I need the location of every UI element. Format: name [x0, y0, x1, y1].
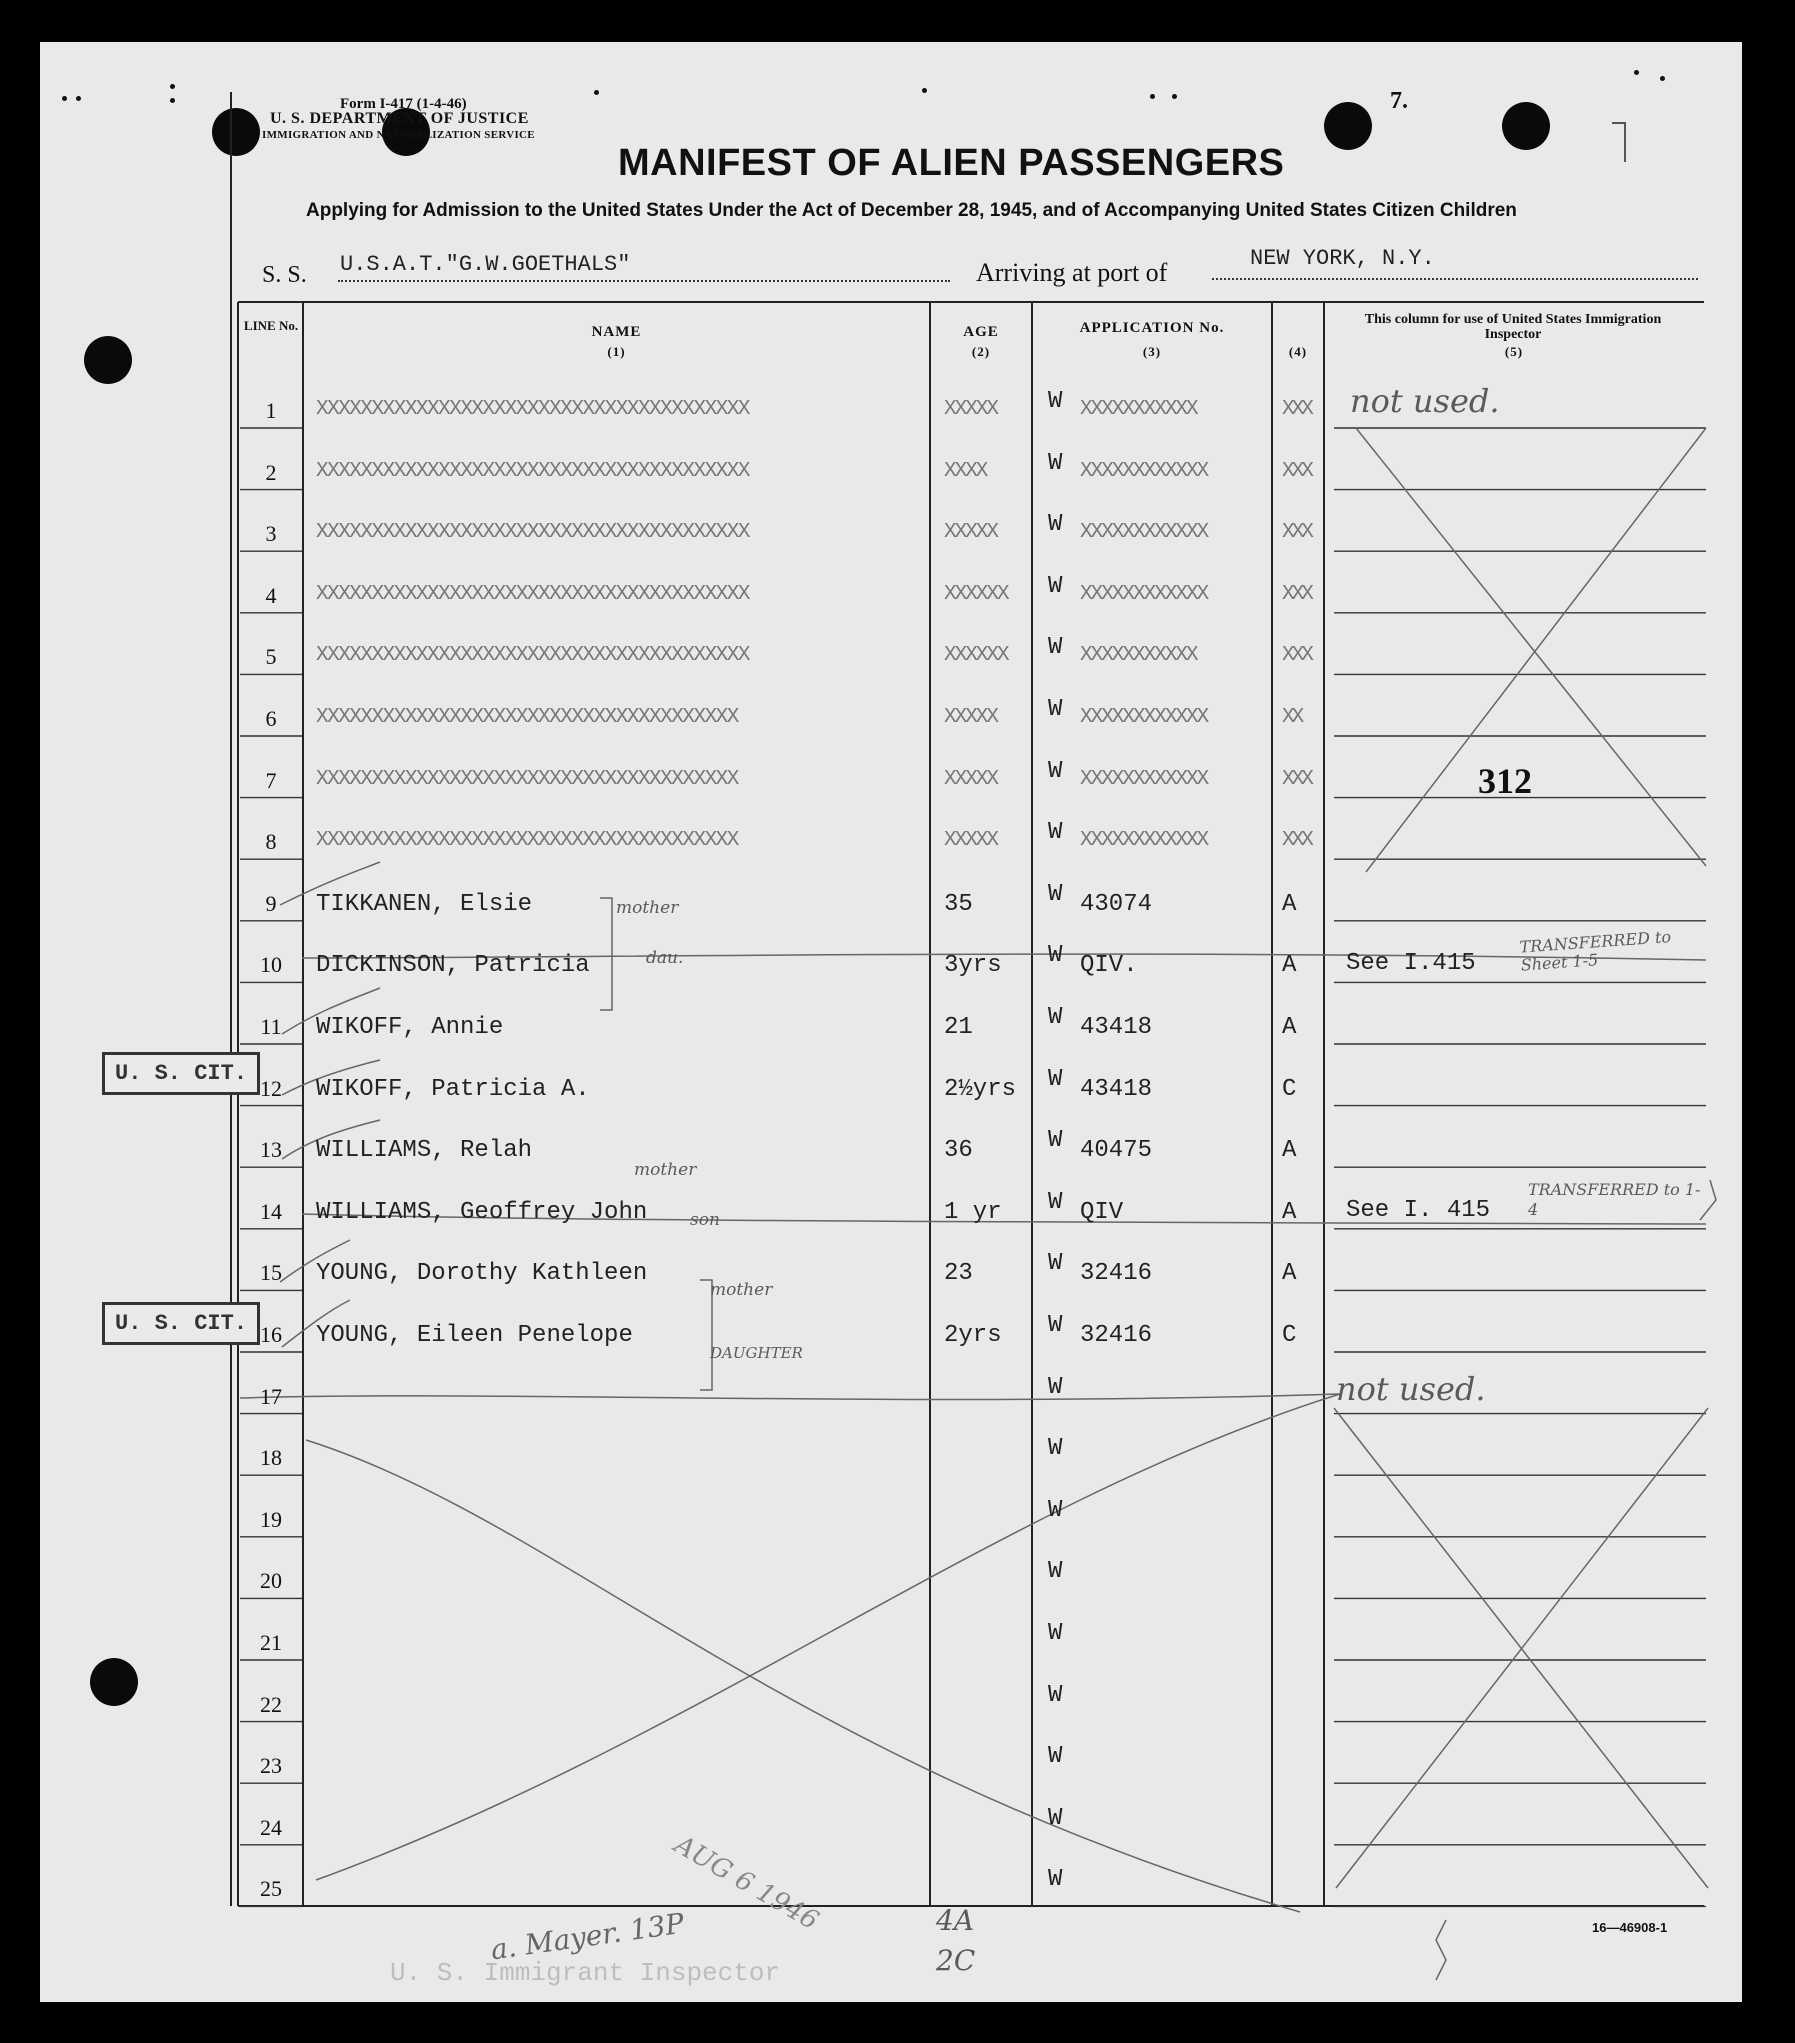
header-col5-num: (5) — [1504, 344, 1524, 359]
speck — [170, 84, 175, 89]
passenger-name: WILLIAMS, Geoffrey John — [316, 1198, 648, 1226]
line-number: 18 — [260, 1445, 282, 1471]
passenger-age: 3yrs — [944, 952, 1002, 980]
application-prefix: W — [1048, 942, 1063, 970]
passenger-name: XXXXXXXXXXXXXXXXXXXXXXXXXXXXXXXXXXXXXX — [316, 829, 738, 853]
line-number: 16 — [260, 1322, 282, 1347]
status-code: XXX — [1282, 829, 1311, 853]
application-number: 32416 — [1080, 1322, 1153, 1349]
status-code: A — [1282, 1198, 1297, 1226]
line-number: 24 — [260, 1814, 282, 1840]
passenger-age: XXXXX — [944, 767, 998, 791]
application-prefix: W — [1048, 572, 1063, 600]
application-prefix: W — [1048, 449, 1063, 477]
note-mother-1: mother — [616, 898, 679, 918]
punch-hole — [84, 336, 132, 384]
line-number: 20 — [260, 1568, 282, 1594]
form-id: Form I-417 (1-4-46) — [340, 96, 467, 112]
inspector-note: See I. 415 — [1346, 1196, 1491, 1224]
us-citizen-stamp: U. S. CIT. — [102, 1052, 260, 1095]
line-number: 3 — [265, 521, 277, 547]
application-prefix: W — [1048, 1496, 1063, 1524]
application-prefix: W — [1048, 819, 1063, 847]
application-prefix: W — [1048, 696, 1063, 723]
corner-pencil-mark — [1612, 122, 1626, 162]
passenger-age: XXXXXX — [944, 582, 1008, 606]
header-application-num: (3) — [1142, 344, 1162, 359]
punch-hole — [212, 108, 260, 156]
status-code: XXX — [1282, 644, 1311, 668]
passenger-age: 2½yrs — [944, 1075, 1017, 1103]
passenger-age: XXXXX — [944, 829, 998, 853]
service-name: IMMIGRATION AND NATURALIZATION SERVICE — [262, 129, 535, 141]
header-col4-num: (4) — [1288, 344, 1308, 359]
status-code: XXX — [1282, 398, 1311, 421]
line-number: 9 — [265, 890, 277, 916]
speck — [1150, 94, 1155, 99]
line-number: 14 — [260, 1198, 282, 1224]
passenger-name: DICKINSON, Patricia — [316, 952, 590, 980]
punch-hole — [90, 1658, 138, 1706]
application-prefix: W — [1048, 757, 1063, 785]
status-code: XXX — [1282, 459, 1311, 483]
passenger-age: 1 yr — [944, 1198, 1002, 1226]
status-code: A — [1282, 1260, 1297, 1288]
status-code: XX — [1282, 706, 1302, 729]
note-son-2: son — [690, 1210, 720, 1230]
passenger-name: XXXXXXXXXXXXXXXXXXXXXXXXXXXXXXXXXXXXXX — [316, 767, 738, 791]
application-prefix: W — [1048, 1065, 1063, 1093]
application-number: 43074 — [1080, 890, 1153, 918]
application-number: XXXXXXXXXXXX — [1080, 459, 1208, 483]
application-number: 43418 — [1080, 1075, 1153, 1103]
status-code: C — [1282, 1075, 1297, 1103]
application-number: XXXXXXXXXXXX — [1080, 829, 1208, 853]
punch-hole — [1502, 102, 1550, 150]
note-dau-1: dau. — [646, 948, 684, 968]
punch-hole — [1324, 102, 1372, 150]
note-transferred-1: TRANSFERRED to Sheet 1-5 — [1518, 927, 1672, 975]
passenger-age: 2yrs — [944, 1322, 1002, 1349]
page-subtitle: Applying for Admission to the United States Under the Act of December 28, 1945, and of Accompanying United States Citizen Children — [306, 200, 1517, 221]
ship-label: S. S. — [262, 262, 307, 288]
inspector-note: See I.415 — [1346, 950, 1476, 978]
passenger-name: XXXXXXXXXXXXXXXXXXXXXXXXXXXXXXXXXXXXXXX — [316, 398, 749, 421]
speck — [1172, 94, 1177, 99]
application-prefix: W — [1048, 1804, 1063, 1832]
application-number: 32416 — [1080, 1260, 1153, 1288]
line-number: 2 — [265, 459, 277, 485]
passenger-name: XXXXXXXXXXXXXXXXXXXXXXXXXXXXXXXXXXXXXXX — [316, 582, 749, 606]
application-prefix: W — [1048, 634, 1063, 662]
department: U. S. DEPARTMENT OF JUSTICE — [270, 110, 529, 127]
application-number: QIV — [1080, 1198, 1124, 1226]
application-number: XXXXXXXXXXX — [1080, 398, 1197, 421]
application-number: 43418 — [1080, 1014, 1153, 1041]
speck — [170, 98, 175, 103]
passenger-name: YOUNG, Dorothy Kathleen — [316, 1260, 648, 1288]
speck — [594, 90, 599, 95]
passenger-name: TIKKANEN, Elsie — [316, 890, 533, 918]
sheet-number: 7. — [1390, 88, 1408, 114]
line-number: 15 — [260, 1260, 282, 1286]
passenger-name: XXXXXXXXXXXXXXXXXXXXXXXXXXXXXXXXXXXXXXX — [316, 521, 749, 545]
port-name: NEW YORK, N.Y. — [1250, 246, 1435, 271]
line-number: 19 — [260, 1506, 282, 1532]
line-number: 21 — [260, 1630, 282, 1655]
page-title: MANIFEST OF ALIEN PASSENGERS — [618, 142, 1285, 184]
passenger-age: 36 — [944, 1137, 973, 1165]
speck — [1660, 76, 1665, 81]
header-inspector-column: This column for use of United States Immigration Inspector — [1364, 312, 1662, 342]
line-number: 4 — [265, 582, 277, 608]
speck — [1634, 70, 1639, 75]
application-prefix: W — [1048, 1743, 1063, 1771]
application-number: QIV. — [1080, 952, 1138, 980]
form-footer-code: 16—46908-1 — [1592, 1920, 1668, 1935]
us-citizen-stamp: U. S. CIT. — [102, 1302, 260, 1345]
header-application: APPLICATION No. — [1079, 320, 1225, 336]
line-number: 17 — [260, 1383, 282, 1409]
application-prefix: W — [1048, 1004, 1063, 1031]
passenger-age: XXXXX — [944, 398, 998, 421]
application-prefix: W — [1048, 1373, 1063, 1401]
note-mother-3: mother — [710, 1280, 773, 1300]
note-mother-2: mother — [634, 1160, 697, 1180]
application-prefix: W — [1048, 1127, 1063, 1155]
line-number: 5 — [265, 644, 277, 670]
passenger-age: 23 — [944, 1260, 973, 1288]
passenger-age: XXXX — [944, 459, 987, 483]
line-number: 13 — [260, 1137, 282, 1163]
header-name-num: (1) — [607, 344, 626, 359]
line-number: 12 — [260, 1075, 282, 1101]
line-number: 8 — [265, 829, 277, 855]
line-number: 11 — [260, 1014, 282, 1039]
line-number: 23 — [260, 1753, 282, 1779]
application-prefix: W — [1048, 1681, 1063, 1709]
passenger-name: XXXXXXXXXXXXXXXXXXXXXXXXXXXXXXXXXXXXXX — [316, 706, 738, 729]
application-prefix: W — [1048, 1866, 1063, 1894]
speck — [76, 96, 81, 101]
passenger-name: WILLIAMS, Relah — [316, 1137, 533, 1165]
status-code: A — [1282, 1014, 1297, 1041]
speck — [62, 96, 67, 101]
header-age: AGE — [963, 324, 999, 340]
application-prefix: W — [1048, 1435, 1063, 1463]
note-daughter-3: DAUGHTER — [710, 1344, 803, 1362]
note-not-used-top: not used. — [1350, 382, 1500, 420]
passenger-age: XXXXX — [944, 706, 998, 729]
application-prefix: W — [1048, 1558, 1063, 1586]
note-not-used-bottom: not used. — [1336, 1370, 1486, 1408]
application-number: XXXXXXXXXXXX — [1080, 767, 1208, 791]
port-label: Arriving at port of — [976, 258, 1168, 287]
passenger-age: 21 — [944, 1014, 973, 1041]
speck — [922, 88, 927, 93]
ship-underline — [338, 280, 950, 282]
passenger-name: WIKOFF, Patricia A. — [316, 1075, 590, 1103]
line-number: 22 — [260, 1691, 282, 1717]
application-prefix: W — [1048, 1312, 1063, 1339]
application-prefix: W — [1048, 388, 1063, 415]
date-stamp: AUG 6 1946 — [669, 1829, 824, 1937]
passenger-age: XXXXX — [944, 521, 998, 545]
application-prefix: W — [1048, 1620, 1063, 1647]
ship-name: U.S.A.T."G.W.GOETHALS" — [340, 252, 631, 277]
header-age-num: (2) — [971, 344, 991, 359]
application-number: XXXXXXXXXXXX — [1080, 582, 1208, 606]
header-name: NAME — [591, 324, 642, 340]
line-number: 7 — [265, 767, 277, 793]
status-code: A — [1282, 952, 1297, 980]
passenger-name: XXXXXXXXXXXXXXXXXXXXXXXXXXXXXXXXXXXXXXX — [316, 459, 749, 483]
application-prefix: W — [1048, 1188, 1063, 1216]
application-prefix: W — [1048, 1250, 1063, 1278]
status-code: XXX — [1282, 582, 1311, 606]
count-312: 312 — [1478, 761, 1532, 801]
application-number: XXXXXXXXXXX — [1080, 644, 1197, 668]
header-line-no: LINE No. — [243, 318, 299, 333]
application-number: XXXXXXXXXXXX — [1080, 521, 1208, 545]
inspector-signature: a. Mayer. 13P — [488, 1906, 687, 1967]
status-code: A — [1282, 1137, 1297, 1165]
status-code: XXX — [1282, 521, 1311, 545]
tally-adults: 4A — [936, 1904, 975, 1937]
tally-children: 2C — [936, 1944, 976, 1977]
application-prefix: W — [1048, 880, 1063, 908]
passenger-age: 35 — [944, 890, 973, 918]
line-number: 10 — [260, 952, 282, 978]
passenger-name: YOUNG, Eileen Penelope — [316, 1322, 633, 1349]
status-code: XXX — [1282, 767, 1311, 791]
line-number: 6 — [265, 706, 277, 731]
passenger-name: WIKOFF, Annie — [316, 1014, 504, 1041]
passenger-age: XXXXXX — [944, 644, 1008, 668]
application-prefix: W — [1048, 511, 1063, 539]
passenger-name: XXXXXXXXXXXXXXXXXXXXXXXXXXXXXXXXXXXXXXX — [316, 644, 749, 668]
inspector-label: U. S. Immigrant Inspector — [390, 1958, 781, 1988]
port-underline — [1212, 278, 1698, 280]
status-code: A — [1282, 890, 1297, 918]
status-code: C — [1282, 1322, 1297, 1349]
line-number: 1 — [265, 398, 277, 423]
line-number: 25 — [260, 1876, 282, 1902]
application-number: XXXXXXXXXXXX — [1080, 706, 1208, 729]
note-transferred-2: TRANSFERRED to 1-4 — [1528, 1180, 1701, 1219]
application-number: 40475 — [1080, 1137, 1153, 1165]
